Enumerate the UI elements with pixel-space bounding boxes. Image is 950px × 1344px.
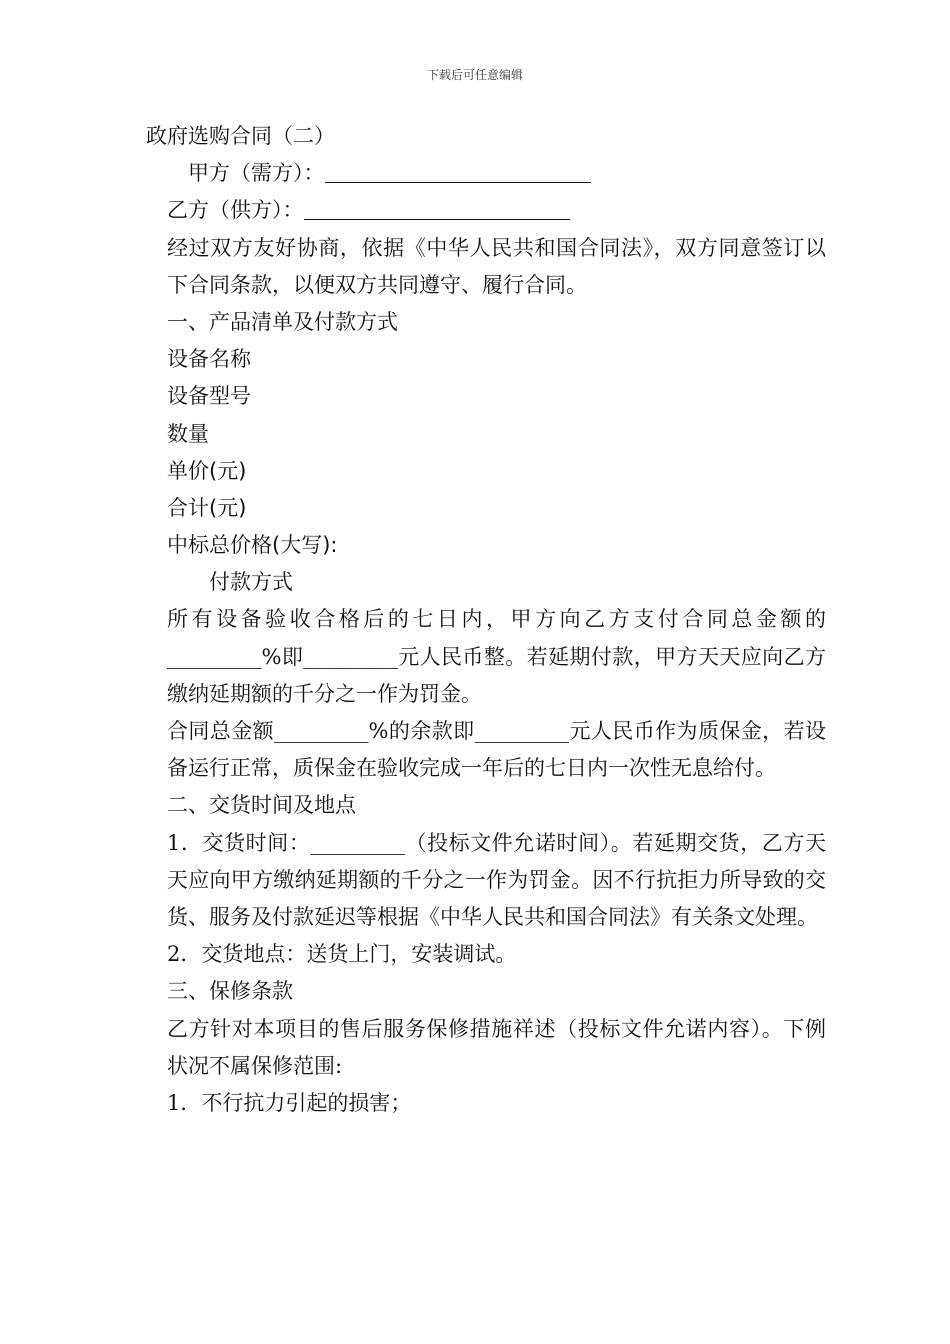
delivery-time-paragraph: 1．交货时间：_________（投标文件允诺时间）。若延期交货，乙方天天应向甲方缴纳延期额的千分之一作为罚金。因不行抗拒力所导致的交货、服务及付款延迟等根据《中华人民共和国合同法》有关条文处理。	[167, 830, 826, 930]
warranty-exclusion-1: 1．不行抗力引起的损害；	[167, 1091, 412, 1116]
warranty-paragraph: 乙方针对本项目的售后服务保修措施祥述（投标文件允诺内容）。下例状况不属保修范围:	[167, 1016, 826, 1078]
party-a-blank	[325, 160, 591, 183]
intro-paragraph: 经过双方友好协商，依据《中华人民共和国合同法》，双方同意签订以下合同条款，以便双方共同遵守、履行合同。	[167, 235, 826, 297]
contract-body	[146, 118, 826, 1122]
page-header-note: 下载后可任意编辑	[426, 68, 523, 82]
delivery-place-line: 2．交货地点：送货上门，安装调试。	[167, 942, 517, 967]
party-a-label: 甲方（需方）：	[188, 161, 325, 186]
field-winning-bid-total: 中标总价格(大写):	[167, 533, 338, 558]
party-b-blank	[304, 197, 570, 220]
field-device-name: 设备名称	[167, 347, 251, 372]
field-quantity: 数量	[167, 421, 209, 446]
section3-heading: 三、保修条款	[167, 979, 293, 1004]
party-a-line	[146, 155, 826, 192]
warranty-deposit-paragraph: 合同总金额_________%的余款即_________元人民币作为质保金，若设备运行正常，质保金在验收完成一年后的七日内一次性无息给付。	[167, 719, 826, 781]
contract-title: 政府选购合同（二）	[146, 124, 335, 148]
party-b-line	[146, 192, 826, 229]
payment-paragraph: 所有设备验收合格后的七日内，甲方向乙方支付合同总金额的_________%即_________元人民币整。若延期付款，甲方天天应向乙方缴纳延期额的千分之一作为罚金。	[167, 607, 826, 706]
section2-heading: 二、交货时间及地点	[167, 793, 356, 818]
section1-heading: 一、产品清单及付款方式	[167, 309, 398, 334]
field-device-model: 设备型号	[167, 384, 251, 409]
payment-heading: 付款方式	[209, 570, 293, 595]
party-b-label: 乙方（供方）：	[167, 198, 304, 223]
field-unit-price: 单价(元)	[167, 458, 247, 483]
field-total: 合计(元)	[167, 495, 247, 520]
